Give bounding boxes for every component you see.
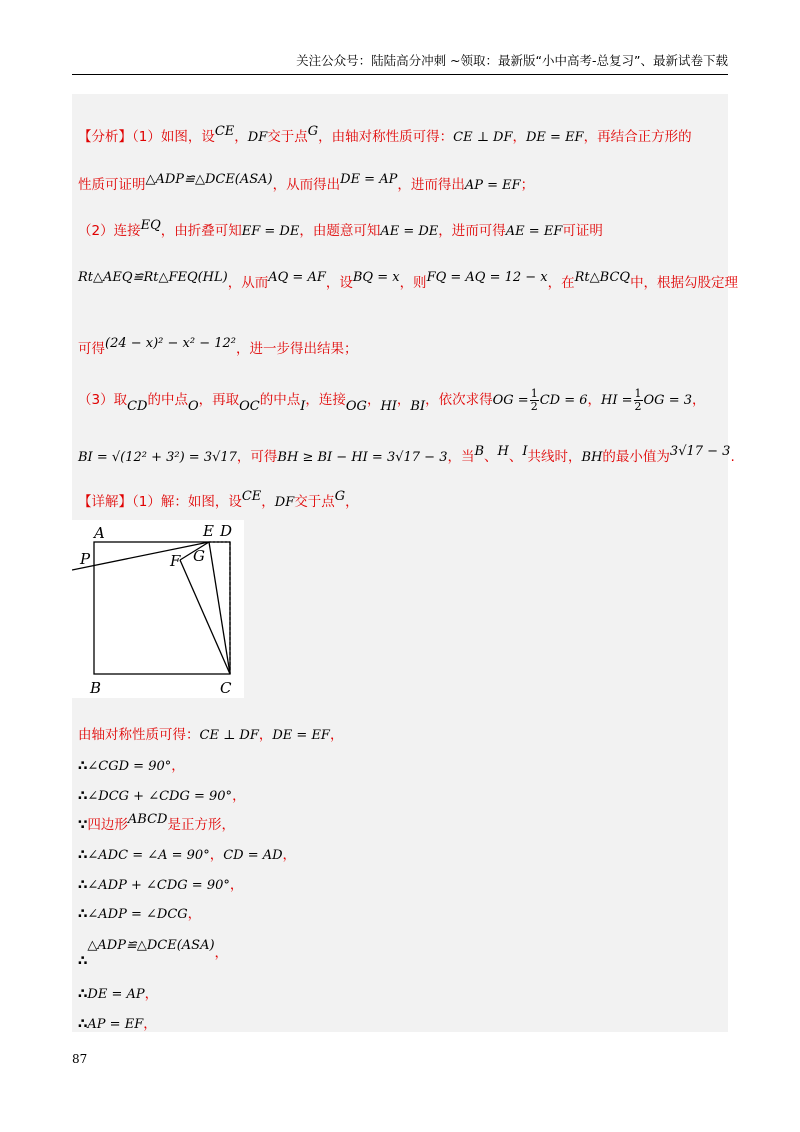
line-pd [72,542,209,570]
label-p: P [80,550,91,568]
analysis-line-7: BI = √(12² + 3²) = 3√17，可得BH ≥ BI − HI = 3√17 − 3，当B、H、I共线时，BH的最小值为3√17 − 3. [78,444,735,465]
step-6: ∴∠ADP + ∠CDG = 90°， [78,877,244,893]
therefore-symbol: ∴ [78,788,88,804]
step-3: ∴∠DCG + ∠CDG = 90°， [78,788,246,804]
step-2: ∴∠CGD = 90°， [78,758,185,774]
header-text: 关注公众号：陆陆高分冲刺 ~领取：最新版“小中高考-总复习”、最新试卷下载 [296,53,728,68]
label-d: D [220,522,233,540]
label-b: B [90,679,102,697]
label-e: E [203,522,214,540]
detail-line-1: 【详解】（1）解：如图，设CE，DF交于点G， [78,489,359,510]
detail-tag: 【详解】 [78,494,132,510]
analysis-tag: 【分析】 [78,129,132,145]
step-4: ∵四边形ABCD是正方形， [78,812,235,833]
label-f: F [170,552,181,570]
step-9: ∴DE = AP， [78,986,159,1002]
analysis-line-2: 性质可证明△ADP≌△DCE(ASA)，从而得出DE = AP，进而得出AP = EF； [78,172,535,193]
label-a: A [94,524,105,542]
line-fc [180,560,230,674]
step-8: ∴△ADP≌△DCE(ASA)， [78,938,229,969]
analysis-line-1: 【分析】（1）如图，设CE，DF交于点G，由轴对称性质可得：CE ⊥ DF，DE = EF，再结合正方形的 [78,124,692,145]
label-g: G [193,547,205,565]
square-fold-diagram [72,520,244,698]
step-1: 由轴对称性质可得：CE ⊥ DF，DE = EF， [78,727,344,743]
analysis-line-3: （2）连接EQ，由折叠可知EF = DE，由题意可知AE = DE，进而可得AE = EF可证明 [78,218,603,239]
analysis-line-5: 可得(24 − x)² − x² − 12²，进一步得出结果； [78,336,358,357]
step-7: ∴∠ADP = ∠DCG， [78,906,202,922]
therefore-symbol: ∴ [78,1016,88,1032]
analysis-line-6: （3）取CD的中点O，再取OC的中点I，连接OG，HI，BI，依次求得OG = $\frac{1}{2}$ CD = 6，HI = $\frac{1}{2}$ OG = 3， [78,387,706,414]
analysis-line-4: Rt△AEQ≌Rt△FEQ(HL)，从而AQ = AF，设BQ = x，则FQ = AQ = 12 − x，在Rt△BCQ中，根据勾股定理 [78,270,739,291]
geometry-figure [72,520,244,698]
therefore-symbol: ∴ [78,758,88,774]
fraction-half: $\frac{1}{2}$ [530,387,538,413]
because-symbol: ∵ [78,817,88,833]
line-ec [209,542,230,674]
step-10: ∴AP = EF， [78,1016,157,1032]
fraction-half: $\frac{1}{2}$ [634,387,642,413]
therefore-symbol: ∴ [78,953,88,969]
label-c: C [220,679,232,697]
page-header [72,52,728,75]
therefore-symbol: ∴ [78,847,88,863]
therefore-symbol: ∴ [78,986,88,1002]
therefore-symbol: ∴ [78,877,88,893]
page-number: 87 [72,1052,88,1066]
step-5: ∴∠ADC = ∠A = 90°，CD = AD， [78,847,297,863]
therefore-symbol: ∴ [78,906,88,922]
